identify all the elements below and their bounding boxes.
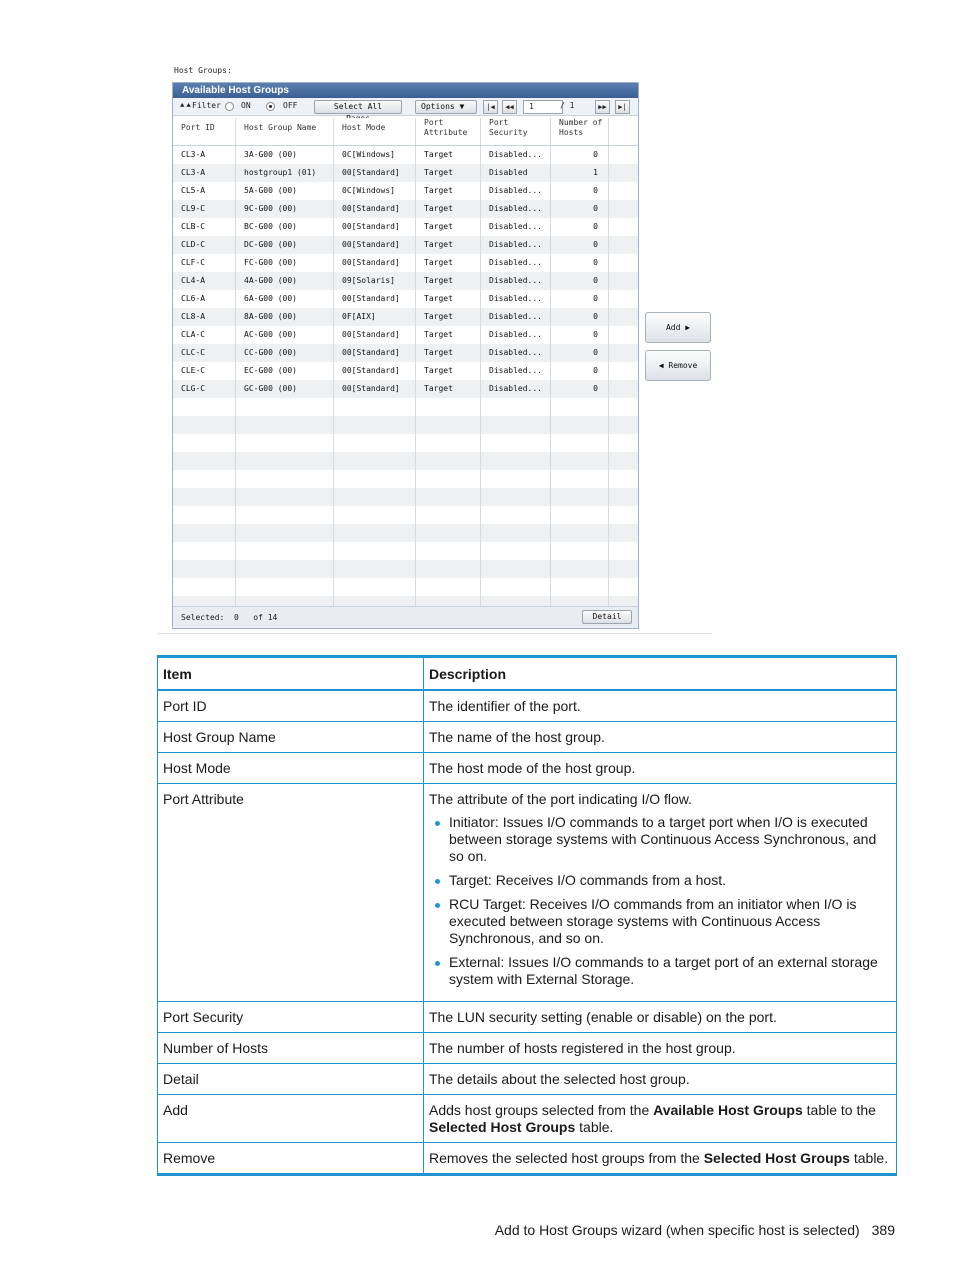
description-cell: The host mode of the host group. <box>424 753 897 784</box>
table-row[interactable] <box>173 326 638 344</box>
header-item: Item <box>158 657 424 691</box>
cell-host-group-name <box>236 560 334 578</box>
cell-port-security: Disabled... <box>481 200 551 218</box>
cell-port-security <box>481 542 551 560</box>
table-row <box>158 1002 897 1033</box>
cell-number-of-hosts: 0 <box>551 326 609 344</box>
panel-toolbar <box>173 98 638 116</box>
cell-spacer <box>609 254 638 272</box>
cell-host-mode: 00[Standard] <box>334 254 416 272</box>
cell-number-of-hosts <box>551 560 609 578</box>
page-total-label: / 1 <box>560 101 575 110</box>
cell-port-security <box>481 524 551 542</box>
cell-spacer <box>609 146 638 164</box>
footer-text: Add to Host Groups wizard (when specific host is selected) <box>494 1222 860 1238</box>
page-number-input[interactable]: 1 <box>523 100 563 114</box>
bullet-list <box>429 814 891 988</box>
table-row[interactable] <box>173 200 638 218</box>
cell-port-security: Disabled... <box>481 218 551 236</box>
bold-ui-term: Available Host Groups <box>653 1102 803 1118</box>
cell-number-of-hosts <box>551 542 609 560</box>
cell-number-of-hosts: 0 <box>551 218 609 236</box>
selected-count: 0 <box>234 613 239 622</box>
empty-row <box>173 524 638 542</box>
cell-spacer <box>609 272 638 290</box>
table-row[interactable] <box>173 182 638 200</box>
cell-port-attribute: Target <box>416 380 481 398</box>
cell-port-id: CL4-A <box>173 272 236 290</box>
table-row <box>158 1033 897 1064</box>
text-segment: Removes the selected host groups from the <box>429 1150 704 1166</box>
cell-host-mode <box>334 506 416 524</box>
cell-host-group-name <box>236 488 334 506</box>
table-row[interactable] <box>173 380 638 398</box>
remove-label: Remove <box>668 361 698 370</box>
cell-port-id: CL3-A <box>173 164 236 182</box>
cell-host-mode: 00[Standard] <box>334 218 416 236</box>
last-page-icon[interactable]: ▶| <box>615 100 630 114</box>
filter-toggle-icon[interactable]: ⯅⯅ <box>179 101 192 110</box>
cell-port-id <box>173 488 236 506</box>
column-header-port-security[interactable]: Port Security <box>481 118 551 145</box>
column-header-spacer <box>609 118 638 145</box>
cell-port-id <box>173 434 236 452</box>
cell-port-security: Disabled... <box>481 290 551 308</box>
add-label: Add <box>665 323 681 332</box>
cell-spacer <box>609 488 638 506</box>
table-row <box>158 1143 897 1175</box>
cell-number-of-hosts <box>551 578 609 596</box>
embedded-screenshot <box>157 62 712 634</box>
cell-number-of-hosts: 0 <box>551 362 609 380</box>
cell-host-group-name <box>236 470 334 488</box>
cell-port-attribute: Target <box>416 290 481 308</box>
cell-port-security: Disabled... <box>481 272 551 290</box>
cell-host-mode <box>334 578 416 596</box>
cell-spacer <box>609 506 638 524</box>
cell-spacer <box>609 524 638 542</box>
cell-port-attribute <box>416 524 481 542</box>
cell-spacer <box>609 416 638 434</box>
cell-port-security: Disabled... <box>481 362 551 380</box>
cell-spacer <box>609 182 638 200</box>
cell-host-mode: 00[Standard] <box>334 236 416 254</box>
previous-page-icon[interactable]: ◀◀ <box>502 100 517 114</box>
text-segment: table. <box>849 1150 889 1166</box>
table-header-row <box>158 657 897 691</box>
table-row[interactable] <box>173 164 638 182</box>
cell-number-of-hosts: 0 <box>551 254 609 272</box>
cell-number-of-hosts: 0 <box>551 344 609 362</box>
cell-spacer <box>609 470 638 488</box>
remove-button[interactable] <box>645 350 711 381</box>
cell-spacer <box>609 308 638 326</box>
cell-number-of-hosts: 0 <box>551 380 609 398</box>
grid-header <box>173 118 638 146</box>
cell-port-id <box>173 398 236 416</box>
header-description: Description <box>424 657 897 691</box>
cell-host-group-name: 3A-G00 (00) <box>236 146 334 164</box>
cell-port-attribute: Target <box>416 146 481 164</box>
page-number: 389 <box>871 1222 895 1238</box>
cell-number-of-hosts <box>551 470 609 488</box>
cell-number-of-hosts: 0 <box>551 272 609 290</box>
table-row <box>158 784 897 1002</box>
cell-port-attribute <box>416 506 481 524</box>
cell-host-mode: 00[Standard] <box>334 380 416 398</box>
cell-port-security: Disabled... <box>481 236 551 254</box>
cell-host-mode: 0F[AIX] <box>334 308 416 326</box>
cell-port-id: CLD-C <box>173 236 236 254</box>
empty-row <box>173 560 638 578</box>
filter-on-label: ON <box>241 101 251 110</box>
cell-port-attribute <box>416 452 481 470</box>
empty-row <box>173 434 638 452</box>
panel-footer <box>173 606 638 628</box>
first-page-icon[interactable]: |◀ <box>483 100 498 114</box>
empty-row <box>173 578 638 596</box>
cell-host-mode: 00[Standard] <box>334 344 416 362</box>
cell-port-security <box>481 434 551 452</box>
cell-host-group-name: CC-G00 (00) <box>236 344 334 362</box>
empty-row <box>173 398 638 416</box>
cell-number-of-hosts <box>551 452 609 470</box>
cell-spacer <box>609 362 638 380</box>
cell-port-id: CLA-C <box>173 326 236 344</box>
cell-host-group-name <box>236 434 334 452</box>
table-row <box>158 690 897 722</box>
table-row <box>158 753 897 784</box>
empty-row <box>173 452 638 470</box>
cell-port-id: CL5-A <box>173 182 236 200</box>
cell-spacer <box>609 236 638 254</box>
cell-number-of-hosts: 1 <box>551 164 609 182</box>
description-cell: The identifier of the port. <box>424 690 897 722</box>
cell-spacer <box>609 290 638 308</box>
cell-host-mode: 09[Solaris] <box>334 272 416 290</box>
chevron-down-icon: ▼ <box>459 102 465 111</box>
options-button[interactable] <box>415 100 477 114</box>
cell-port-attribute: Target <box>416 344 481 362</box>
cell-spacer <box>609 434 638 452</box>
column-header-port-attribute[interactable]: Port Attribute <box>416 118 481 145</box>
cell-number-of-hosts: 0 <box>551 146 609 164</box>
cell-spacer <box>609 398 638 416</box>
cell-host-mode <box>334 452 416 470</box>
description-cell: The name of the host group. <box>424 722 897 753</box>
table-row <box>158 722 897 753</box>
cell-port-attribute: Target <box>416 272 481 290</box>
cell-host-group-name <box>236 506 334 524</box>
cell-spacer <box>609 578 638 596</box>
list-item: Target: Receives I/O commands from a host. <box>449 872 891 889</box>
cell-port-security: Disabled... <box>481 146 551 164</box>
cell-port-security <box>481 398 551 416</box>
empty-row <box>173 416 638 434</box>
empty-row <box>173 542 638 560</box>
table-row[interactable] <box>173 344 638 362</box>
item-cell: Port Attribute <box>158 784 424 1002</box>
cell-port-attribute: Target <box>416 362 481 380</box>
cell-port-id <box>173 470 236 488</box>
bold-ui-term: Selected Host Groups <box>429 1119 576 1135</box>
cell-host-mode: 0C[Windows] <box>334 146 416 164</box>
cell-number-of-hosts <box>551 416 609 434</box>
cell-host-mode <box>334 524 416 542</box>
options-label: Options <box>421 102 455 111</box>
cell-port-attribute: Target <box>416 308 481 326</box>
cell-port-attribute <box>416 434 481 452</box>
table-row <box>158 1064 897 1095</box>
cell-port-security <box>481 506 551 524</box>
list-item: External: Issues I/O commands to a target port of an external storage system with External Storage. <box>449 954 891 988</box>
cell-port-id: CL3-A <box>173 146 236 164</box>
cell-port-attribute <box>416 560 481 578</box>
cell-host-mode: 00[Standard] <box>334 200 416 218</box>
item-cell: Number of Hosts <box>158 1033 424 1064</box>
panel-title: Available Host Groups <box>173 83 638 98</box>
table-row[interactable] <box>173 308 638 326</box>
selection-count <box>181 613 277 622</box>
cell-port-security <box>481 488 551 506</box>
cell-port-id: CLB-C <box>173 218 236 236</box>
page-footer <box>495 1222 895 1238</box>
arrow-right-icon: ▶ <box>685 323 691 332</box>
cell-host-group-name <box>236 524 334 542</box>
cell-host-group-name: 4A-G00 (00) <box>236 272 334 290</box>
table-row[interactable] <box>173 272 638 290</box>
table-row[interactable] <box>173 290 638 308</box>
cell-host-group-name <box>236 398 334 416</box>
cell-host-mode <box>334 470 416 488</box>
cell-port-security <box>481 470 551 488</box>
table-row[interactable] <box>173 146 638 164</box>
item-cell: Add <box>158 1095 424 1143</box>
select-all-pages-button[interactable]: Select All <box>314 100 402 114</box>
cell-number-of-hosts <box>551 434 609 452</box>
cell-port-attribute: Target <box>416 236 481 254</box>
cell-host-group-name: DC-G00 (00) <box>236 236 334 254</box>
cell-number-of-hosts <box>551 488 609 506</box>
filter-on-radio[interactable] <box>225 102 234 111</box>
cell-port-attribute <box>416 578 481 596</box>
cell-port-attribute <box>416 416 481 434</box>
cell-host-group-name: 9C-G00 (00) <box>236 200 334 218</box>
cell-port-id: CL6-A <box>173 290 236 308</box>
list-item: RCU Target: Receives I/O commands from an initiator when I/O is executed between storage systems with Continuous Access Synchronous, and so on. <box>449 896 891 947</box>
item-description-table <box>157 655 897 1176</box>
cell-port-security <box>481 578 551 596</box>
table-row[interactable] <box>173 218 638 236</box>
cell-port-attribute: Target <box>416 200 481 218</box>
cell-spacer <box>609 200 638 218</box>
text-segment: table. <box>575 1119 614 1135</box>
description-cell <box>424 784 897 1002</box>
description-cell: The details about the selected host group. <box>424 1064 897 1095</box>
cell-host-group-name <box>236 452 334 470</box>
item-cell: Host Mode <box>158 753 424 784</box>
cell-host-mode <box>334 398 416 416</box>
cell-port-security: Disabled... <box>481 344 551 362</box>
cell-host-mode <box>334 488 416 506</box>
cell-host-group-name: AC-G00 (00) <box>236 326 334 344</box>
cell-number-of-hosts <box>551 524 609 542</box>
cell-host-group-name: hostgroup1 (01) <box>236 164 334 182</box>
item-cell: Host Group Name <box>158 722 424 753</box>
cell-port-id <box>173 542 236 560</box>
cell-number-of-hosts: 0 <box>551 308 609 326</box>
description-cell: The number of hosts registered in the host group. <box>424 1033 897 1064</box>
column-header-port-id[interactable]: Port ID <box>173 118 236 145</box>
description-cell <box>424 1095 897 1143</box>
cell-host-group-name: 5A-G00 (00) <box>236 182 334 200</box>
text-segment: Adds host groups selected from the <box>429 1102 654 1118</box>
cell-port-security: Disabled... <box>481 182 551 200</box>
cell-host-group-name: FC-G00 (00) <box>236 254 334 272</box>
cell-number-of-hosts <box>551 506 609 524</box>
empty-row <box>173 470 638 488</box>
cell-host-mode: 0C[Windows] <box>334 182 416 200</box>
table-row[interactable] <box>173 362 638 380</box>
cell-port-id <box>173 578 236 596</box>
empty-row <box>173 506 638 524</box>
description-text: The attribute of the port indicating I/O flow. <box>429 791 693 807</box>
cell-port-id: CLG-C <box>173 380 236 398</box>
cell-host-group-name: EC-G00 (00) <box>236 362 334 380</box>
next-page-icon[interactable]: ▶▶ <box>595 100 610 114</box>
column-header-host-group-name[interactable]: Host Group Name <box>236 118 334 145</box>
cell-port-security <box>481 452 551 470</box>
cell-port-id <box>173 506 236 524</box>
cell-port-attribute <box>416 542 481 560</box>
item-cell: Detail <box>158 1064 424 1095</box>
cell-host-group-name: 6A-G00 (00) <box>236 290 334 308</box>
cell-port-attribute: Target <box>416 164 481 182</box>
cell-host-mode: 00[Standard] <box>334 164 416 182</box>
cell-port-security: Disabled... <box>481 308 551 326</box>
item-cell: Port Security <box>158 1002 424 1033</box>
cell-port-attribute: Target <box>416 218 481 236</box>
cell-port-id <box>173 452 236 470</box>
grid-body <box>173 146 638 608</box>
cell-port-id <box>173 416 236 434</box>
filter-off-radio[interactable] <box>266 102 275 111</box>
screenshot-caption: Host Groups: <box>174 66 232 75</box>
column-header-number-of-hosts[interactable]: Number of Hosts <box>551 118 609 145</box>
cell-spacer <box>609 326 638 344</box>
table-row[interactable] <box>173 254 638 272</box>
cell-host-group-name: 8A-G00 (00) <box>236 308 334 326</box>
cell-host-group-name: BC-G00 (00) <box>236 218 334 236</box>
selected-label: Selected: <box>181 613 225 622</box>
cell-host-group-name <box>236 416 334 434</box>
cell-spacer <box>609 380 638 398</box>
table-row <box>158 1095 897 1143</box>
arrow-left-icon: ◀ <box>658 361 664 370</box>
cell-spacer <box>609 560 638 578</box>
cell-number-of-hosts: 0 <box>551 290 609 308</box>
cell-port-security: Disabled <box>481 164 551 182</box>
table-row[interactable] <box>173 236 638 254</box>
description-cell <box>424 1143 897 1175</box>
detail-button[interactable]: Detail <box>582 610 632 624</box>
cell-port-attribute <box>416 398 481 416</box>
cell-port-security <box>481 560 551 578</box>
cell-spacer <box>609 218 638 236</box>
cell-host-mode: 00[Standard] <box>334 362 416 380</box>
cell-number-of-hosts: 0 <box>551 236 609 254</box>
filter-off-label: OFF <box>283 101 298 110</box>
cell-port-security <box>481 416 551 434</box>
cell-host-mode <box>334 434 416 452</box>
cell-port-id: CL9-C <box>173 200 236 218</box>
cell-port-id <box>173 524 236 542</box>
cell-port-attribute: Target <box>416 254 481 272</box>
cell-spacer <box>609 452 638 470</box>
cell-host-group-name <box>236 542 334 560</box>
text-segment: table to the <box>802 1102 876 1118</box>
cell-host-mode: 00[Standard] <box>334 326 416 344</box>
cell-host-mode <box>334 560 416 578</box>
cell-number-of-hosts: 0 <box>551 200 609 218</box>
cell-port-attribute: Target <box>416 182 481 200</box>
available-host-groups-panel <box>172 82 639 629</box>
bold-ui-term: Selected Host Groups <box>703 1150 850 1166</box>
cell-port-security: Disabled... <box>481 326 551 344</box>
cell-port-security: Disabled... <box>481 380 551 398</box>
total-count: of 14 <box>253 613 278 622</box>
item-cell: Remove <box>158 1143 424 1175</box>
filter-label[interactable]: Filter <box>192 101 221 110</box>
cell-port-id: CLE-C <box>173 362 236 380</box>
cell-host-mode <box>334 416 416 434</box>
host-groups-grid <box>173 118 638 608</box>
cell-port-id: CL8-A <box>173 308 236 326</box>
cell-number-of-hosts <box>551 398 609 416</box>
list-item: Initiator: Issues I/O commands to a target port when I/O is executed between storage systems with Continuous Access Synchronous, and so on. <box>449 814 891 865</box>
cell-spacer <box>609 164 638 182</box>
cell-spacer <box>609 542 638 560</box>
description-cell: The LUN security setting (enable or disable) on the port. <box>424 1002 897 1033</box>
cell-port-attribute <box>416 488 481 506</box>
cell-host-mode: 00[Standard] <box>334 290 416 308</box>
empty-row <box>173 488 638 506</box>
column-header-host-mode[interactable]: Host Mode <box>334 118 416 145</box>
cell-port-security: Disabled... <box>481 254 551 272</box>
cell-spacer <box>609 344 638 362</box>
cell-port-attribute: Target <box>416 326 481 344</box>
item-cell: Port ID <box>158 690 424 722</box>
cell-host-group-name: GC-G00 (00) <box>236 380 334 398</box>
add-button[interactable] <box>645 312 711 343</box>
cell-port-id: CLC-C <box>173 344 236 362</box>
cell-port-attribute <box>416 470 481 488</box>
cell-host-mode <box>334 542 416 560</box>
cell-host-group-name <box>236 578 334 596</box>
cell-number-of-hosts: 0 <box>551 182 609 200</box>
cell-port-id <box>173 560 236 578</box>
cell-port-id: CLF-C <box>173 254 236 272</box>
